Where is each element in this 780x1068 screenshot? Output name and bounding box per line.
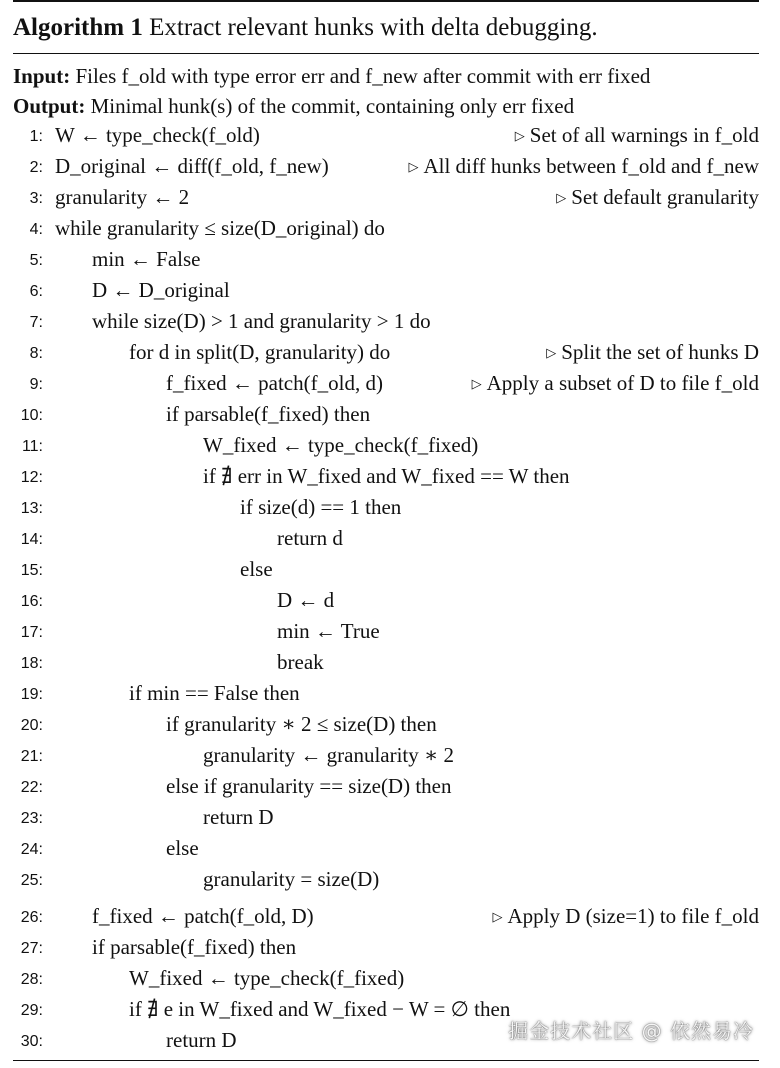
line-code: else if granularity == size(D) then [166,774,452,798]
line-code: W ← type_check(f_old) [55,123,260,147]
algorithm-line [13,340,759,370]
algorithm-line [13,650,759,680]
line-code: if size(d) == 1 then [240,495,402,519]
line-code: granularity ← granularity ∗ 2 [203,743,455,767]
algorithm-line [13,123,759,153]
line-number: 22: [20,779,43,796]
line-code: return d [277,526,343,550]
bottom-rule [13,1060,759,1061]
algorithm-line [13,464,759,494]
line-number: 15: [20,562,43,579]
line-number: 10: [20,407,43,424]
line-code: min ← False [92,247,201,271]
output-label: Output: [13,94,86,118]
line-code: else [240,557,273,581]
algorithm-line [13,278,759,308]
line-code: W_fixed ← type_check(f_fixed) [203,433,479,457]
comment-triangle-icon: ▷ [492,909,503,924]
line-number: 18: [20,655,43,672]
algorithm-line [13,185,759,215]
line-code: while size(D) > 1 and granularity > 1 do [92,309,431,333]
line-number: 5: [29,252,43,269]
line-comment [546,340,759,365]
line-number: 14: [20,531,43,548]
line-code: break [277,650,324,674]
line-number: 28: [20,971,43,988]
algorithm-line [13,402,759,432]
line-number: 1: [29,128,43,145]
line-number: 20: [20,717,43,734]
comment-triangle-icon: ▷ [556,190,567,205]
comment-text: Apply a subset of D to file f_old [486,371,759,395]
line-number: 29: [20,1002,43,1019]
line-code: return D [203,805,274,829]
line-code: f_fixed ← patch(f_old, D) [92,904,314,928]
line-code: granularity = size(D) [203,867,380,891]
comment-text: Set default granularity [571,185,759,209]
line-number: 17: [20,624,43,641]
line-number: 21: [20,748,43,765]
line-number: 11: [21,438,43,455]
comment-triangle-icon: ▷ [514,128,525,143]
algorithm-line [13,557,759,587]
line-number: 4: [29,221,43,238]
line-code: else [166,836,199,860]
line-code: if granularity ∗ 2 ≤ size(D) then [166,712,437,736]
line-number: 24: [20,841,43,858]
line-number: 6: [29,283,43,300]
algorithm-line [13,309,759,339]
algorithm-label: Algorithm 1 [13,14,143,41]
line-code: return D [166,1028,237,1052]
line-number: 2: [29,159,43,176]
line-code: if ∄ err in W_fixed and W_fixed == W then [203,464,570,488]
algorithm-line [13,526,759,556]
algorithm-line [13,619,759,649]
line-number: 12: [20,469,43,486]
line-code: granularity ← 2 [55,185,190,209]
comment-triangle-icon: ▷ [471,376,482,391]
line-number: 25: [20,872,43,889]
line-number: 19: [20,686,43,703]
algorithm-line [13,836,759,866]
line-number: 23: [20,810,43,827]
top-rule [13,0,759,2]
algorithm-line [13,712,759,742]
line-comment [492,904,759,929]
algorithm-line [13,904,759,934]
input-label: Input: [13,64,71,88]
line-number: 30: [20,1033,43,1050]
output-line [13,94,574,119]
line-code: if ∄ e in W_fixed and W_fixed − W = ∅ then [129,997,511,1021]
algorithm-line [13,216,759,246]
line-code: min ← True [277,619,380,643]
line-code: D ← d [277,588,335,612]
output-text: Minimal hunk(s) of the commit, containing only err fixed [90,94,575,118]
algorithm-title [13,14,598,42]
input-text: Files f_old with type error err and f_new after commit with err fixed [75,64,651,88]
algorithm-line [13,805,759,835]
comment-text: Apply D (size=1) to file f_old [507,904,759,928]
comment-text: All diff hunks between f_old and f_new [423,154,759,178]
algorithm-line [13,867,759,897]
comment-triangle-icon: ▷ [408,159,419,174]
line-comment [408,154,759,179]
algorithm-caption: Extract relevant hunks with delta debugging. [149,14,598,41]
algorithm-line [13,247,759,277]
line-number: 16: [20,593,43,610]
line-code: if parsable(f_fixed) then [92,935,297,959]
line-code: D_original ← diff(f_old, f_new) [55,154,329,178]
line-number: 7: [29,314,43,331]
line-number: 3: [29,190,43,207]
algorithm-line [13,743,759,773]
comment-text: Set of all warnings in f_old [529,123,759,147]
line-comment [515,123,759,148]
algorithm-line [13,495,759,525]
line-code: f_fixed ← patch(f_old, d) [166,371,383,395]
line-code: D ← D_original [92,278,230,302]
line-number: 27: [20,940,43,957]
algorithm-line [13,774,759,804]
algorithm-line [13,681,759,711]
algorithm-line [13,935,759,965]
line-code: if parsable(f_fixed) then [166,402,371,426]
line-code: if min == False then [129,681,300,705]
title-rule [13,53,759,54]
line-code: while granularity ≤ size(D_original) do [55,216,385,240]
line-number: 26: [20,909,43,926]
algorithm-line [13,371,759,401]
algorithm-line [13,966,759,996]
comment-triangle-icon: ▷ [546,345,557,360]
line-comment [472,371,759,396]
comment-text: Split the set of hunks D [561,340,759,364]
watermark-text: 掘金技术社区 @ 依然易冷 [508,1019,754,1043]
line-number: 8: [29,345,43,362]
algorithm-line [13,154,759,184]
line-number: 9: [29,376,43,393]
line-comment [556,185,759,210]
line-number: 13: [20,500,43,517]
input-line [13,64,650,89]
algorithm-line [13,433,759,463]
algorithm-line [13,588,759,618]
line-code: for d in split(D, granularity) do [129,340,391,364]
line-code: W_fixed ← type_check(f_fixed) [129,966,405,990]
